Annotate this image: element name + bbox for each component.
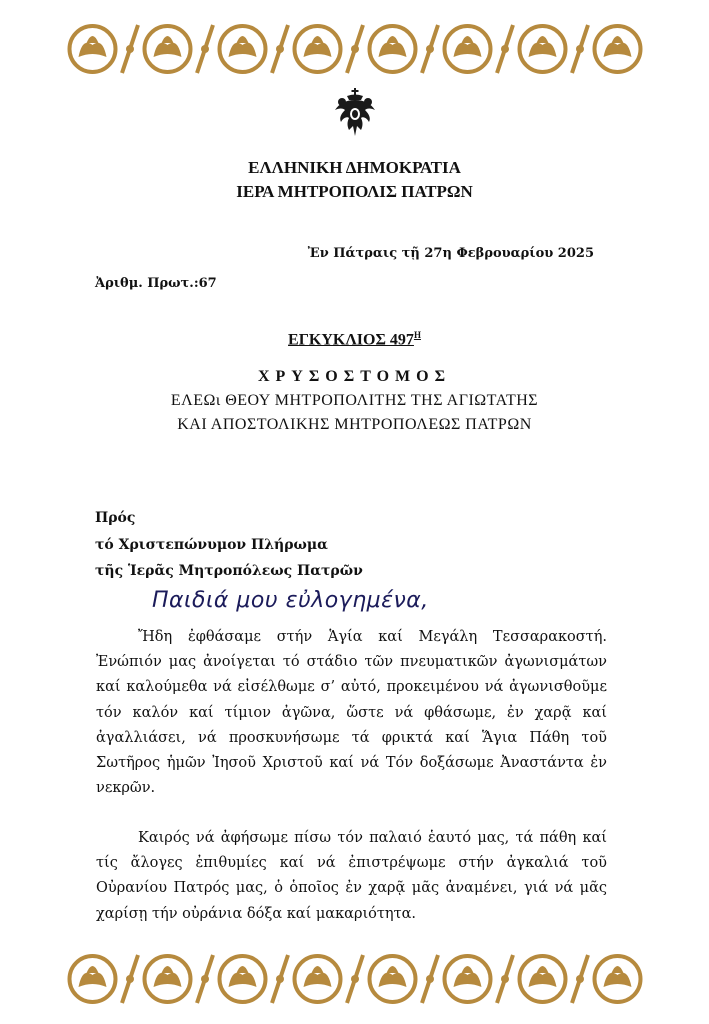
ornament-petal: [87, 36, 99, 43]
ornament-petal: [612, 36, 624, 43]
ornament-bud: [276, 45, 284, 53]
ornament-leaf: [529, 973, 557, 987]
ornament-leaf: [604, 43, 632, 57]
protocol-number: Ἀριθμ. Πρωτ.:67: [95, 276, 217, 291]
ornament-leaf: [304, 973, 332, 987]
document-date: Ἐν Πάτραις τῇ 27η Φεβρουαρίου 2025: [307, 246, 594, 261]
gold-floral-border-icon: [55, 950, 655, 1008]
ornament-bud: [201, 45, 209, 53]
ornament-leaf: [379, 973, 407, 987]
ornament-leaf: [154, 973, 182, 987]
header-line-2: ΙΕΡΑ ΜΗΤΡΟΠΟΛΙΣ ΠΑΤΡΩΝ: [236, 182, 473, 201]
ornament-leaf: [604, 973, 632, 987]
ornament-petal: [462, 966, 474, 973]
body-paragraph-2-text: Καιρός νά ἀφήσωμε πίσω τόν παλαιό ἑαυτό μας, τά πάθη καί τίς ἄλογες ἐπιθυμίες καί νά ἐπιστρέψωμε στήν ἀγκαλιά τοῦ Οὐρανίου Πατρός μας, ὁ ὁποῖος ἐν χαρᾷ μᾶς ἀναμένει, γιά νά μᾶς χαρίσῃ τήν οὐράνια δόξα καί μακαριότητα.: [96, 830, 607, 922]
ornament-leaf: [229, 43, 257, 57]
ornament-petal: [537, 36, 549, 43]
body-paragraph-1-text: Ἤδη ἐφθάσαμε στήν Ἁγία καί Μεγάλη Τεσσαρακοστή. Ἐνώπιόν μας ἀνοίγεται τό στάδιο τῶν πνευματικῶν ἀγωνισμάτων καί καλούμεθα νά εἰσέλθωμε σ’ αὐτό, προκειμένου νά ἀγωνισθοῦμε τόν καλόν καί τίμιον ἀγῶνα, ὥστε νά φθάσωμε, ἐν χαρᾷ καί ἀγαλλιάσει, νά προσκυνήσωμε τά φρικτά καί Ἅγια Πάθη τοῦ Σωτῆρος ἡμῶν Ἰησοῦ Χριστοῦ καί νά Τόν δοξάσωμε Ἀναστάντα ἐν νεκρῶν.: [96, 629, 607, 797]
ornament-bud: [351, 975, 359, 983]
top-ornamental-border: [55, 20, 655, 78]
circular-title-text: ΕΓΚΥΚΛΙΟΣ 497: [288, 331, 414, 349]
bottom-ornamental-border: [55, 950, 655, 1008]
ornament-petal: [537, 966, 549, 973]
ornament-petal: [312, 36, 324, 43]
ornament-bud: [201, 975, 209, 983]
ornament-petal: [162, 966, 174, 973]
ornament-leaf: [79, 43, 107, 57]
ornament-petal: [162, 36, 174, 43]
ornament-leaf: [454, 973, 482, 987]
ornament-petal: [387, 36, 399, 43]
ornament-bud: [501, 45, 509, 53]
ornament-petal: [387, 966, 399, 973]
ornament-petal: [312, 966, 324, 973]
ornament-petal: [612, 966, 624, 973]
double-headed-eagle-icon: [325, 88, 385, 138]
ornament-leaf: [379, 43, 407, 57]
addressee-line-3: τῆς Ἱερᾶς Μητροπόλεως Πατρῶν: [95, 563, 363, 579]
ornament-bud: [426, 975, 434, 983]
body-paragraph-1: [96, 625, 607, 801]
circular-title: [0, 330, 709, 349]
ornament-bud: [426, 45, 434, 53]
gold-floral-border-icon: [55, 20, 655, 78]
addressee-line-1: Πρός: [95, 510, 136, 526]
header-line-1: ΕΛΛΗΝΙΚΗ ΔΗΜΟΚΡΑΤΙΑ: [248, 158, 461, 177]
ornament-bud: [501, 975, 509, 983]
ornament-petal: [237, 36, 249, 43]
ornament-petal: [462, 36, 474, 43]
handwritten-greeting: Παιδιά μου εὐλογημένα,: [152, 588, 429, 613]
ornament-bud: [351, 45, 359, 53]
ornament-bud: [126, 975, 134, 983]
ornament-bud: [576, 45, 584, 53]
ornament-petal: [87, 966, 99, 973]
ornament-petal: [237, 966, 249, 973]
sender-title-line-1: ΕΛΕΩι ΘΕΟΥ ΜΗΤΡΟΠΟΛΙΤΗΣ ΤΗΣ ΑΓΙΩΤΑΤΗΣ: [170, 392, 539, 409]
sender-title-line-2: ΚΑΙ ΑΠΟΣΤΟΛΙΚΗΣ ΜΗΤΡΟΠΟΛΕΩΣ ΠΑΤΡΩΝ: [177, 416, 532, 433]
ornament-bud: [576, 975, 584, 983]
body-paragraph-2: [96, 826, 607, 927]
sender-name: ΧΡΥΣΟΣΤΟΜΟΣ: [257, 368, 452, 385]
ornament-leaf: [229, 973, 257, 987]
ornament-leaf: [454, 43, 482, 57]
ornament-leaf: [79, 973, 107, 987]
circular-title-superscript: Η: [413, 330, 421, 340]
ornament-leaf: [154, 43, 182, 57]
ornament-bud: [126, 45, 134, 53]
addressee-line-2: τό Χριστεπώνυμον Πλήρωμα: [95, 537, 328, 553]
ornament-leaf: [304, 43, 332, 57]
ornament-bud: [276, 975, 284, 983]
ornament-leaf: [529, 43, 557, 57]
